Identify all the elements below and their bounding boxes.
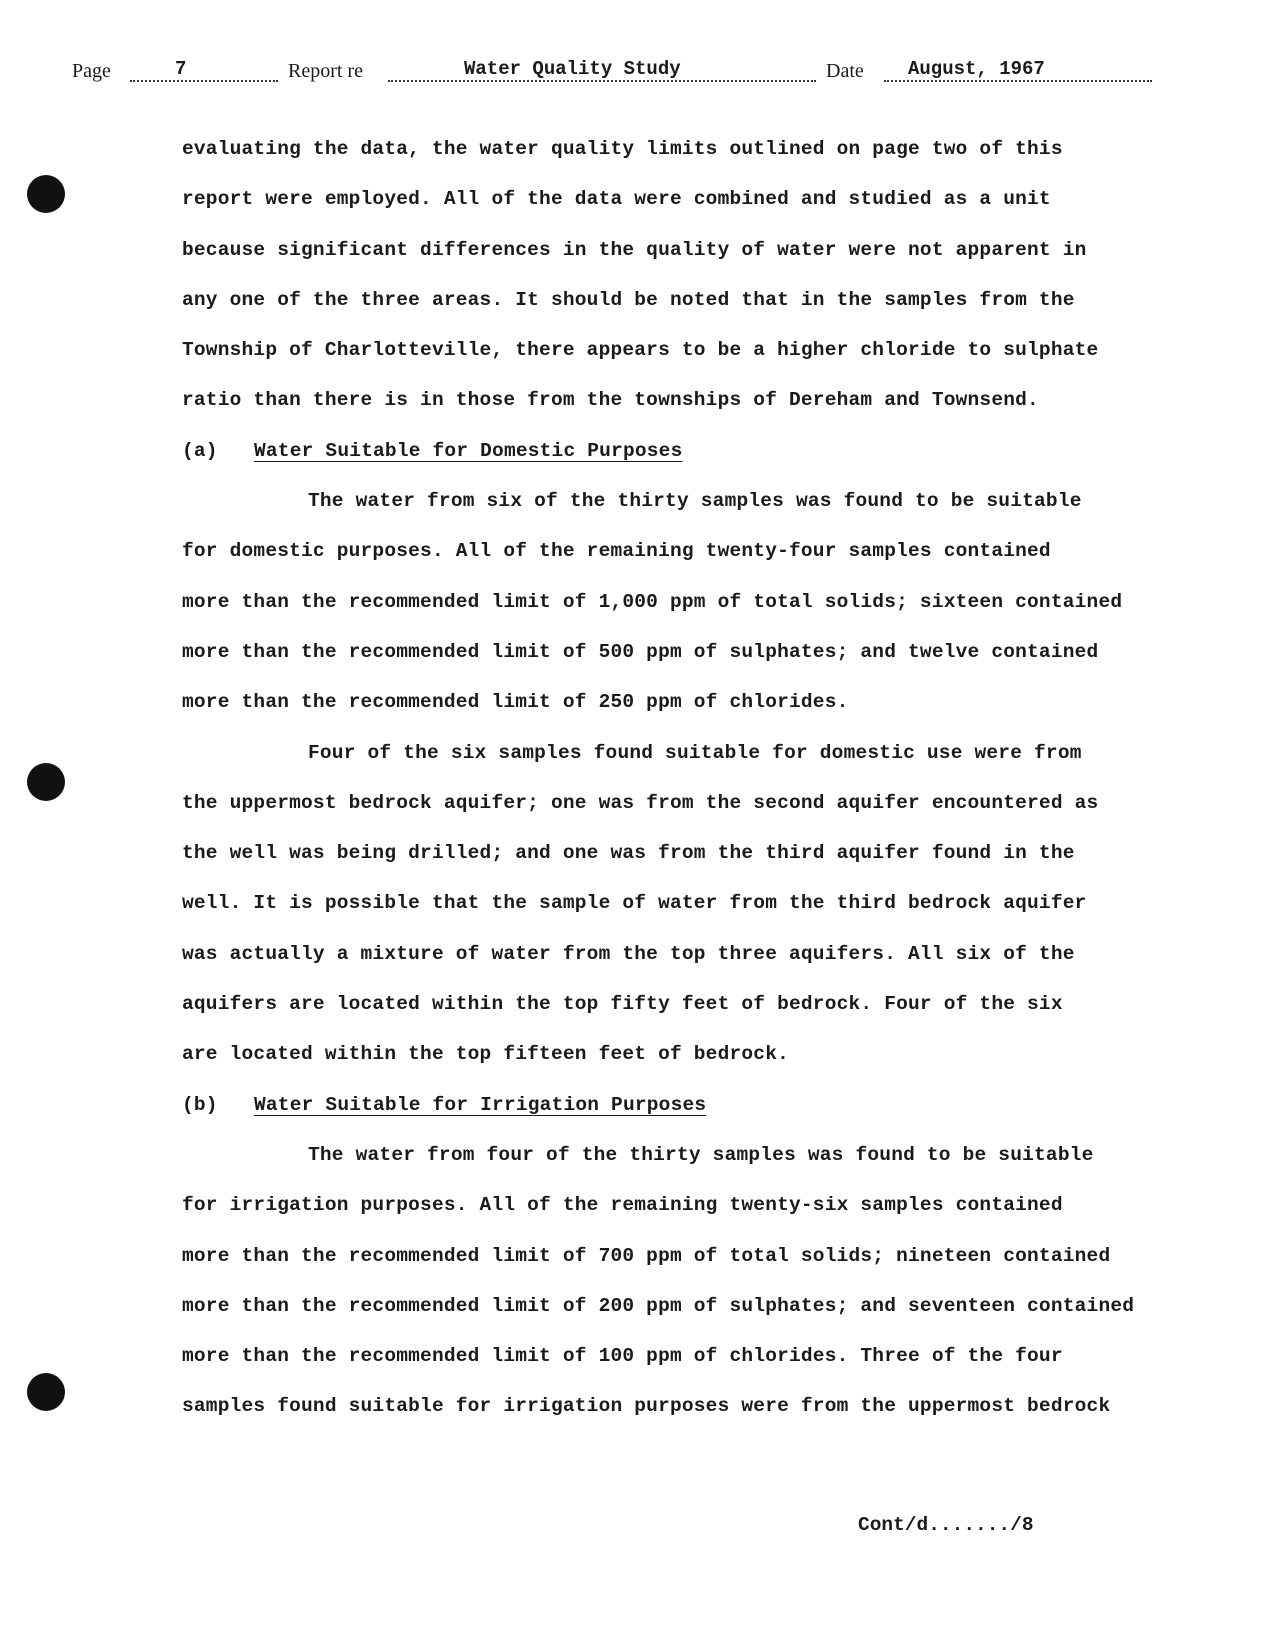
page-label: Page: [72, 60, 111, 82]
text-line: was actually a mixture of water from the top three aquifers. All six of the: [182, 942, 1075, 965]
section-a-paragraph-1: [182, 476, 1182, 727]
section-a-title: Water Suitable for Domestic Purposes: [254, 439, 683, 462]
text-line: more than the recommended limit of 100 ppm of chlorides. Three of the four: [182, 1345, 1063, 1368]
page-number: 7: [175, 58, 187, 80]
date-label: Date: [826, 60, 864, 82]
document-body: [182, 124, 1182, 1432]
section-a-heading: [182, 426, 1182, 476]
text-line: Four of the six samples found suitable for domestic use were from: [308, 741, 1082, 764]
text-line: more than the recommended limit of 250 ppm of chlorides.: [182, 691, 849, 714]
section-a-letter: (a): [182, 439, 218, 462]
text-line: more than the recommended limit of 200 ppm of sulphates; and seventeen contained: [182, 1294, 1135, 1317]
text-line: for irrigation purposes. All of the remaining twenty-six samples contained: [182, 1194, 1063, 1217]
intro-paragraph: [182, 124, 1182, 426]
binder-hole-icon: [27, 175, 65, 213]
continued-note: Cont/d......./8: [858, 1514, 1034, 1536]
text-line: more than the recommended limit of 500 ppm of sulphates; and twelve contained: [182, 640, 1099, 663]
text-line: report were employed. All of the data were combined and studied as a unit: [182, 188, 1051, 211]
text-line: samples found suitable for irrigation purposes were from the uppermost bedrock: [182, 1395, 1111, 1418]
text-line: because significant differences in the quality of water were not apparent in: [182, 238, 1087, 261]
text-line: more than the recommended limit of 1,000 ppm of total solids; sixteen contained: [182, 590, 1123, 613]
text-line: more than the recommended limit of 700 ppm of total solids; nineteen contained: [182, 1244, 1111, 1267]
section-a-paragraph-2: [182, 728, 1182, 1080]
text-line: the uppermost bedrock aquifer; one was from the second aquifer encountered as: [182, 791, 1099, 814]
text-line: evaluating the data, the water quality limits outlined on page two of this: [182, 138, 1063, 160]
section-b-title: Water Suitable for Irrigation Purposes: [254, 1093, 707, 1116]
report-title: Water Quality Study: [464, 58, 681, 80]
text-line: are located within the top fifteen feet of bedrock.: [182, 1043, 789, 1066]
text-line: well. It is possible that the sample of water from the third bedrock aquifer: [182, 892, 1087, 915]
section-b-paragraph-1: [182, 1130, 1182, 1432]
text-line: The water from six of the thirty samples was found to be suitable: [308, 490, 1082, 513]
section-b-heading: [182, 1080, 1182, 1130]
text-line: the well was being drilled; and one was from the third aquifer found in the: [182, 842, 1075, 865]
text-line: The water from four of the thirty samples was found to be suitable: [308, 1143, 1094, 1166]
text-line: ratio than there is in those from the townships of Dereham and Townsend.: [182, 389, 1039, 412]
report-label: Report re: [288, 60, 363, 82]
page-dotted-line: [130, 58, 278, 82]
section-b-letter: (b): [182, 1093, 218, 1116]
binder-hole-icon: [27, 1373, 65, 1411]
binder-hole-icon: [27, 763, 65, 801]
report-date: August, 1967: [908, 58, 1045, 80]
text-line: for domestic purposes. All of the remaining twenty-four samples contained: [182, 540, 1051, 563]
text-line: any one of the three areas. It should be noted that in the samples from the: [182, 288, 1075, 311]
page-header: [72, 58, 1200, 84]
text-line: aquifers are located within the top fifty feet of bedrock. Four of the six: [182, 993, 1063, 1016]
text-line: Township of Charlotteville, there appears to be a higher chloride to sulphate: [182, 339, 1099, 362]
